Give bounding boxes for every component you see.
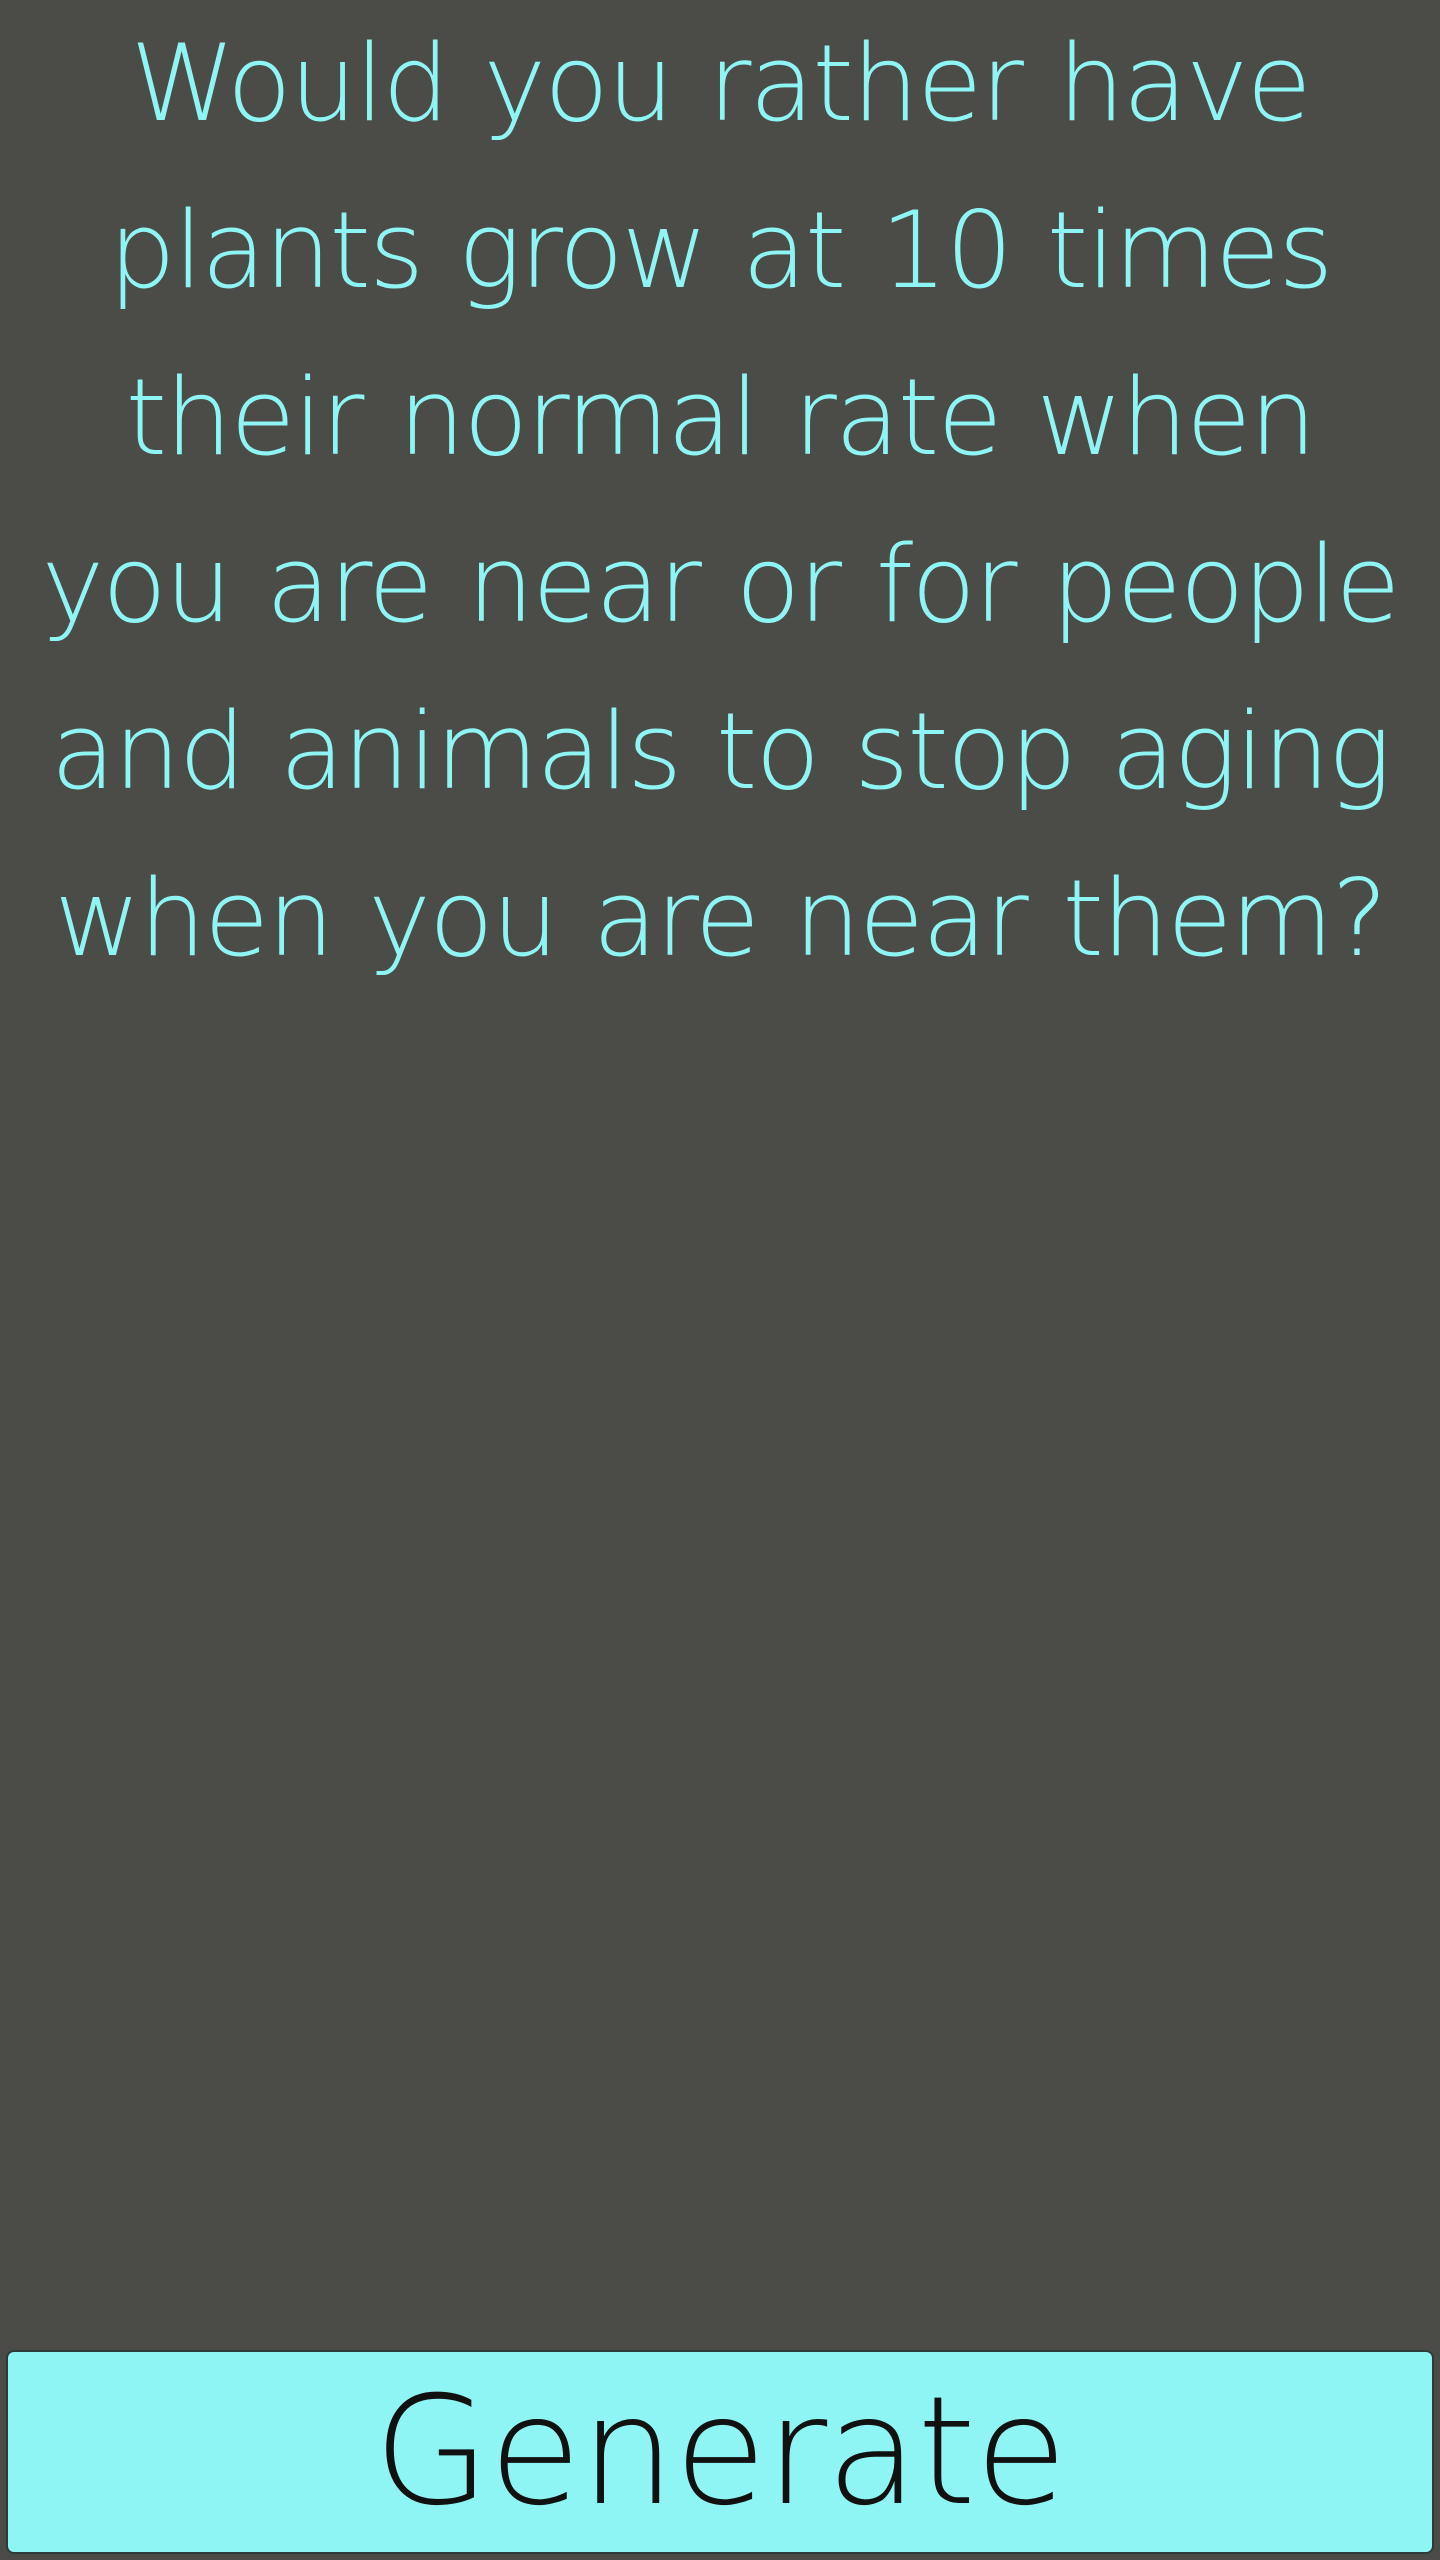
question-text: Would you rather have plants grow at 10 times their normal rate when you are near or for people and animals to stop aging when you are near them?: [41, 22, 1399, 980]
generate-button[interactable]: Generate: [6, 2350, 1434, 2554]
